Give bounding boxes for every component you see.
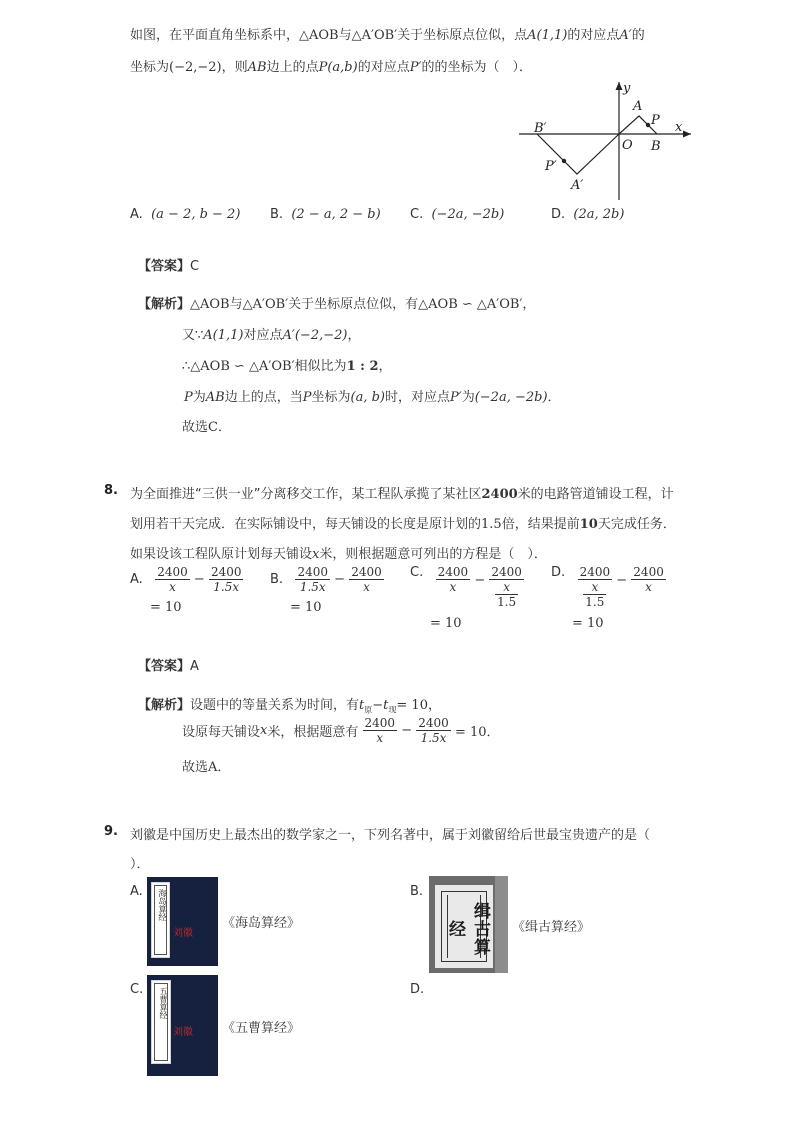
q8-stem-line-2: 划用若干天完成．在实际铺设中，每天铺设的长度是原计划的1.5倍，结果提前10天完成任务． xyxy=(130,517,676,532)
q8-option-b[interactable]: B. $\frac{2400}{1.5x}$ − $\frac{2400}{x}$ xyxy=(270,565,382,594)
q7-analysis-line-3: ∴△AOB ∽ △A′OB′相似比为1 : 2， xyxy=(182,359,392,374)
fig-label-Bp: B′ xyxy=(534,121,547,136)
q8-analysis-line-2: 设原每天铺设x米，根据题意有 $\frac{2400}{x}$ − $\frac{2400}{1.5x}$ = 10． xyxy=(182,716,500,745)
fig-label-y: y xyxy=(623,81,631,96)
q9-number: 9. xyxy=(104,824,118,839)
q8-option-a-eq: = 10 xyxy=(150,600,182,615)
q8-analysis-line-3: 故选A． xyxy=(182,760,231,775)
q7-analysis-line-4: P为AB边上的点，当P坐标为(a, b)时，对应点P′为(−2a, −2b)． xyxy=(184,390,561,405)
fig-label-B: B xyxy=(651,139,661,154)
q9-book-cover-a[interactable]: 海岛算经 刘徽 xyxy=(147,877,218,966)
fig-label-O: O xyxy=(622,138,633,153)
q8-option-d-eq: = 10 xyxy=(572,616,604,631)
q7-coordinate-figure xyxy=(515,78,695,203)
q9-option-b-letter[interactable]: B. xyxy=(410,884,424,899)
q7-analysis-line-2: 又∵A(1,1)对应点A′(−2,−2)， xyxy=(182,328,361,343)
q9-option-b-text: 《缉古算经》 xyxy=(512,920,591,935)
q8-option-b-eq: = 10 xyxy=(290,600,322,615)
q8-answer: 【答案】A xyxy=(138,659,199,674)
q8-option-c[interactable]: C. $\frac{2400}{x}$ − $\frac{2400}{\frac{x}{1.5}}$ xyxy=(410,565,522,609)
q7-option-b[interactable]: B. (2 − a, 2 − b) xyxy=(270,207,381,222)
q9-option-a-letter[interactable]: A. xyxy=(130,884,143,899)
fig-label-x: x xyxy=(675,120,683,135)
q7-option-a[interactable]: A. (a − 2, b − 2) xyxy=(130,207,241,222)
q7-analysis-line-5: 故选C． xyxy=(182,420,231,435)
fig-label-A: A xyxy=(633,99,643,114)
q8-stem-line-3: 如果设该工程队原计划每天铺设x米，则根据题意可列出的方程是（ ）． xyxy=(130,547,547,562)
q9-stem-line-2: ）． xyxy=(130,857,150,872)
q9-option-d-letter[interactable]: D. xyxy=(410,982,425,997)
q9-option-c-text: 《五曹算经》 xyxy=(222,1021,301,1036)
q7-stem-line-2: 坐标为(−2,−2)，则AB边上的点P(a,b)的对应点P′的的坐标为（ ）． xyxy=(130,60,532,75)
q7-analysis-line-1: 【解析】△AOB与△A′OB′关于坐标原点位似，有△AOB ∽ △A′OB′， xyxy=(138,297,536,312)
q9-option-a-text: 《海岛算经》 xyxy=(222,916,301,931)
q9-book-cover-c[interactable]: 五曹算经 刘徽 xyxy=(147,975,218,1076)
q8-option-a[interactable]: A. $\frac{2400}{x}$ − $\frac{2400}{1.5x}$ xyxy=(130,565,242,594)
q8-number: 8. xyxy=(104,483,118,498)
q7-option-c[interactable]: C. (−2a, −2b) xyxy=(410,207,505,222)
q9-stem-line-1: 刘徽是中国历史上最杰出的数学家之一，下列名著中，属于刘徽留给后世最宝贵遗产的是（ xyxy=(130,828,651,843)
q9-option-c-letter[interactable]: C. xyxy=(130,982,144,997)
fig-label-Ap: A′ xyxy=(571,178,584,193)
q9-book-cover-b[interactable]: 缉古算经 xyxy=(429,876,508,973)
q8-option-c-eq: = 10 xyxy=(430,616,462,631)
q7-answer: 【答案】C xyxy=(138,259,200,274)
q7-stem-line-1: 如图，在平面直角坐标系中，△AOB与△A′OB′关于坐标原点位似，点A(1,1)的对应点A′的 xyxy=(130,28,645,43)
q8-stem-line-1: 为全面推进“三供一业”分离移交工作，某工程队承揽了某社区2400米的电路管道铺设工程，计 xyxy=(130,487,674,502)
fig-label-P: P xyxy=(651,113,660,128)
q8-option-d[interactable]: D. $\frac{2400}{\frac{x}{1.5}}$ − $\frac{2400}{x}$ xyxy=(551,565,664,609)
q7-option-d[interactable]: D. (2a, 2b) xyxy=(551,207,625,222)
fig-label-Pp: P′ xyxy=(545,159,557,174)
q8-analysis-line-1: 【解析】设题中的等量关系为时间，有$t_原-t_现= 10$， xyxy=(138,698,441,715)
